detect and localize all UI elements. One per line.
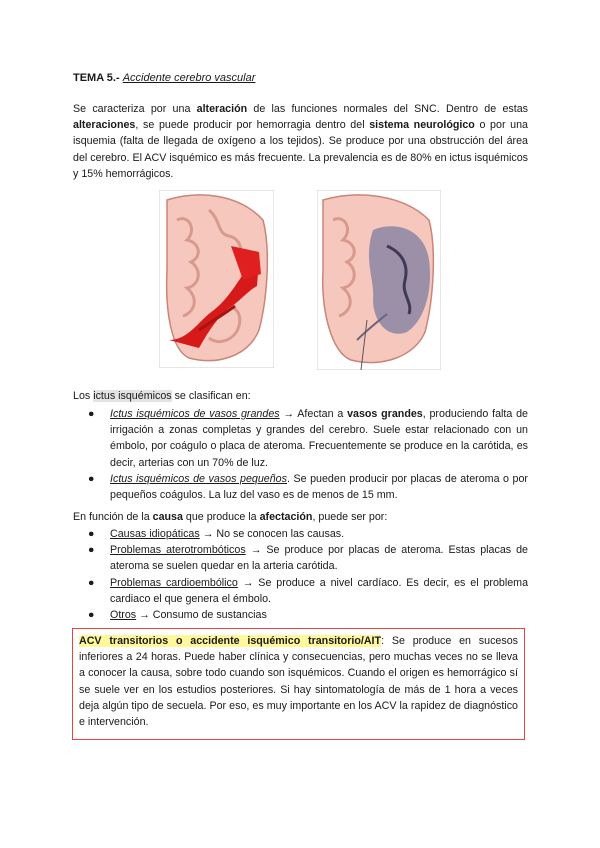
bullet-icon: ● <box>88 544 95 557</box>
ictus-intro <box>73 390 251 402</box>
text: : Se produce en sucesos inferiores a 24 horas. Puede haber clínica y consecuencias, pero muchas veces no se lleva a conocer la causa, sobre todo cuando son isquémicos. Cuando el origen es hemorrágico sí se suele ver en los estudios posteriores. Si hay sintomatología de más de 1 hora a veces deja algún tipo de secuela. Por eso, es muy importante en los ACV la rapidez de diagnóstico e intervención. <box>79 635 518 729</box>
text: Se caracteriza por una <box>73 103 197 115</box>
bold-text: vasos grandes <box>347 408 423 420</box>
list-item <box>73 575 528 607</box>
bullet-icon: ● <box>88 609 95 622</box>
bullet-icon: ● <box>88 576 95 589</box>
text: → No se conocen las causas. <box>199 528 345 540</box>
brain-ischemia-illustration <box>317 190 441 370</box>
text: , se puede producir por hemorragia dentro del <box>135 119 370 132</box>
item-term: Problemas cardioembólico <box>110 576 238 589</box>
text: → Consumo de sustancias <box>136 609 267 622</box>
text: que produce la <box>182 511 260 523</box>
text: → Se produce por placas de ateroma. Estas placas de ateroma se suelen quedar en la arteria carótida. <box>110 544 528 573</box>
text: → Se produce a nivel cardíaco. Es decir, es el problema cardiaco el que genera el émbolo. <box>110 576 529 605</box>
text: → Afectan a <box>279 408 348 420</box>
text: . Se pueden producir por placas de ateroma o por pequeños coágulos. La luz del vaso es de menos de 15 mm. <box>110 472 528 502</box>
bold-text: alteración <box>196 103 248 115</box>
ait-callout-box <box>72 628 525 740</box>
item-term: Otros <box>110 609 137 622</box>
bullet-icon: ● <box>88 472 95 485</box>
item-term: Ictus isquémicos de vasos pequeños <box>110 472 287 485</box>
ictus-list <box>73 406 528 503</box>
bold-text: causa <box>152 511 183 523</box>
text: de las funciones normales del SNC. Dentro de estas <box>247 103 528 115</box>
list-item <box>73 542 528 574</box>
highlighted-term: ACV transitorios o accidente isquémico transitorio/AIT <box>79 635 382 647</box>
brain-hemorrhage-figure <box>159 190 274 368</box>
text: En función de la <box>73 511 153 523</box>
item-term: Causas idiopáticas <box>110 528 200 540</box>
item-term: Problemas aterotrombóticos <box>110 544 246 557</box>
intro-paragraph <box>73 101 528 182</box>
bold-text: alteraciones <box>73 119 136 132</box>
brain-ischemia-figure <box>317 190 441 370</box>
text: o por una isquemia (falta de llegada de oxígeno a los tejidos). Se produce por una obstrucción del área del cerebro. El ACV isquémico es más frecuente. La prevalencia es de 80% en ictus isquémicos y 15% hemorrágicos. <box>73 119 528 180</box>
text: , puede ser por: <box>312 511 388 523</box>
item-term: Ictus isquémicos de vasos grandes <box>110 408 280 420</box>
title-label: TEMA 5.- <box>73 72 120 84</box>
highlighted-term: ictus isquémicos <box>93 390 172 402</box>
text: , produciendo falta de irrigación a zonas completas y grandes del cerebro. Suele estar relacionado con un émbolo, por coágulo o placa de ateroma. Frecuentemente se produce en la carótida, es decir, arterias con un 70% de luz. <box>110 408 528 469</box>
bold-text: afectación <box>259 511 313 523</box>
list-item <box>73 471 528 503</box>
text: se clasifican en: <box>171 390 251 402</box>
causa-list <box>73 526 528 623</box>
title-subtitle: Accidente cerebro vascular <box>122 72 256 84</box>
bullet-icon: ● <box>88 528 95 540</box>
brain-hemorrhage-illustration <box>159 190 274 368</box>
text: Los <box>73 390 94 402</box>
page-title <box>73 72 255 84</box>
bullet-icon: ● <box>88 408 95 420</box>
causa-intro <box>73 511 387 523</box>
bold-text: sistema neurológico <box>369 119 475 132</box>
list-item <box>73 406 528 471</box>
list-item <box>73 526 528 542</box>
list-item <box>73 607 528 623</box>
